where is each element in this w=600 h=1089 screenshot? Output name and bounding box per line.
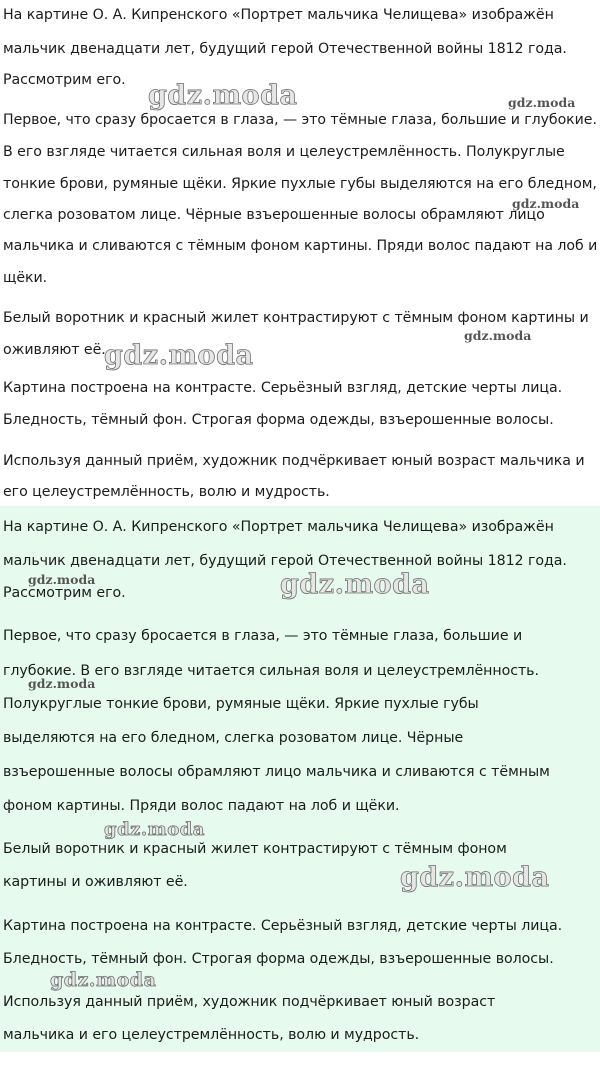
text-line: Используя данный приём, художник подчёркивает юный возраст bbox=[3, 994, 496, 1010]
text-line: щёки. bbox=[3, 270, 48, 286]
answer-section-2 bbox=[0, 506, 600, 1052]
watermark-logo: gdz.moda bbox=[148, 80, 298, 111]
text-line: На картине О. А. Кипренского «Портрет мальчика Челищева» изображён bbox=[3, 519, 554, 535]
watermark-logo: gdz.moda bbox=[400, 862, 550, 893]
text-line: взъерошенные волосы обрамляют лицо мальчика и сливаются с тёмным bbox=[3, 764, 550, 780]
text-line: Бледность, тёмный фон. Строгая форма одежды, взъерошенные волосы. bbox=[3, 412, 554, 428]
text-line: мальчика и сливаются с тёмным фоном картины. Пряди волос падают на лоб и bbox=[3, 238, 598, 254]
watermark-logo: gdz.moda bbox=[104, 340, 254, 371]
watermark-logo: gdz.moda bbox=[28, 676, 96, 691]
text-line: тонкие брови, румяные щёки. Яркие пухлые губы выделяются на его бледном, bbox=[3, 176, 597, 192]
text-line: мальчика и его целеустремлённость, волю и мудрость. bbox=[3, 1027, 420, 1043]
text-line: глубокие. В его взгляде читается сильная воля и целеустремлённость. bbox=[3, 663, 539, 679]
text-line: слегка розоватом лице. Чёрные взъерошенные волосы обрамляют лицо bbox=[3, 207, 545, 223]
text-line: оживляют её. bbox=[3, 342, 106, 358]
text-line: Первое, что сразу бросается в глаза, — это тёмные глаза, большие и bbox=[3, 628, 523, 644]
watermark-logo: gdz.moda bbox=[50, 969, 157, 991]
text-line: Бледность, тёмный фон. Строгая форма одежды, взъерошенные волосы. bbox=[3, 951, 554, 967]
text-line: фоном картины. Пряди волос падают на лоб и щёки. bbox=[3, 798, 400, 814]
text-line: мальчик двенадцати лет, будущий герой Отечественной войны 1812 года. bbox=[3, 41, 567, 57]
text-line: В его взгляде читается сильная воля и целеустремлённость. Полукруглые bbox=[3, 144, 565, 160]
text-line: На картине О. А. Кипренского «Портрет мальчика Челищева» изображён bbox=[3, 7, 554, 23]
text-line: Полукруглые тонкие брови, румяные щёки. Яркие пухлые губы bbox=[3, 696, 479, 712]
watermark-logo: gdz.moda bbox=[104, 819, 205, 840]
watermark-logo: gdz.moda bbox=[464, 328, 532, 343]
text-line: мальчик двенадцати лет, будущий герой Отечественной войны 1812 года. bbox=[3, 553, 567, 569]
text-line: Картина построена на контрасте. Серьёзный взгляд, детские черты лица. bbox=[3, 918, 563, 934]
watermark-logo: gdz.moda bbox=[512, 196, 580, 211]
text-line: Белый воротник и красный жилет контрастируют с тёмным фоном bbox=[3, 841, 507, 857]
watermark-logo: gdz.moda bbox=[280, 569, 430, 600]
text-line: Используя данный приём, художник подчёркивает юный возраст мальчика и bbox=[3, 453, 585, 469]
text-line: Первое, что сразу бросается в глаза, — это тёмные глаза, большие и глубокие. bbox=[3, 112, 597, 128]
text-line: картины и оживляют её. bbox=[3, 874, 188, 890]
watermark-logo: gdz.moda bbox=[508, 95, 576, 110]
text-line: Рассмотрим его. bbox=[3, 72, 126, 88]
watermark-logo: gdz.moda bbox=[28, 572, 96, 587]
answer-section-1 bbox=[0, 0, 600, 506]
text-line: Рассмотрим его. bbox=[3, 585, 126, 601]
text-line: Картина построена на контрасте. Серьёзный взгляд, детские черты лица. bbox=[3, 380, 563, 396]
text-line: Белый воротник и красный жилет контрастируют с тёмным фоном картины и bbox=[3, 310, 589, 326]
text-line: выделяются на его бледном, слегка розоватом лице. Чёрные bbox=[3, 730, 464, 746]
text-line: его целеустремлённость, волю и мудрость. bbox=[3, 484, 330, 500]
